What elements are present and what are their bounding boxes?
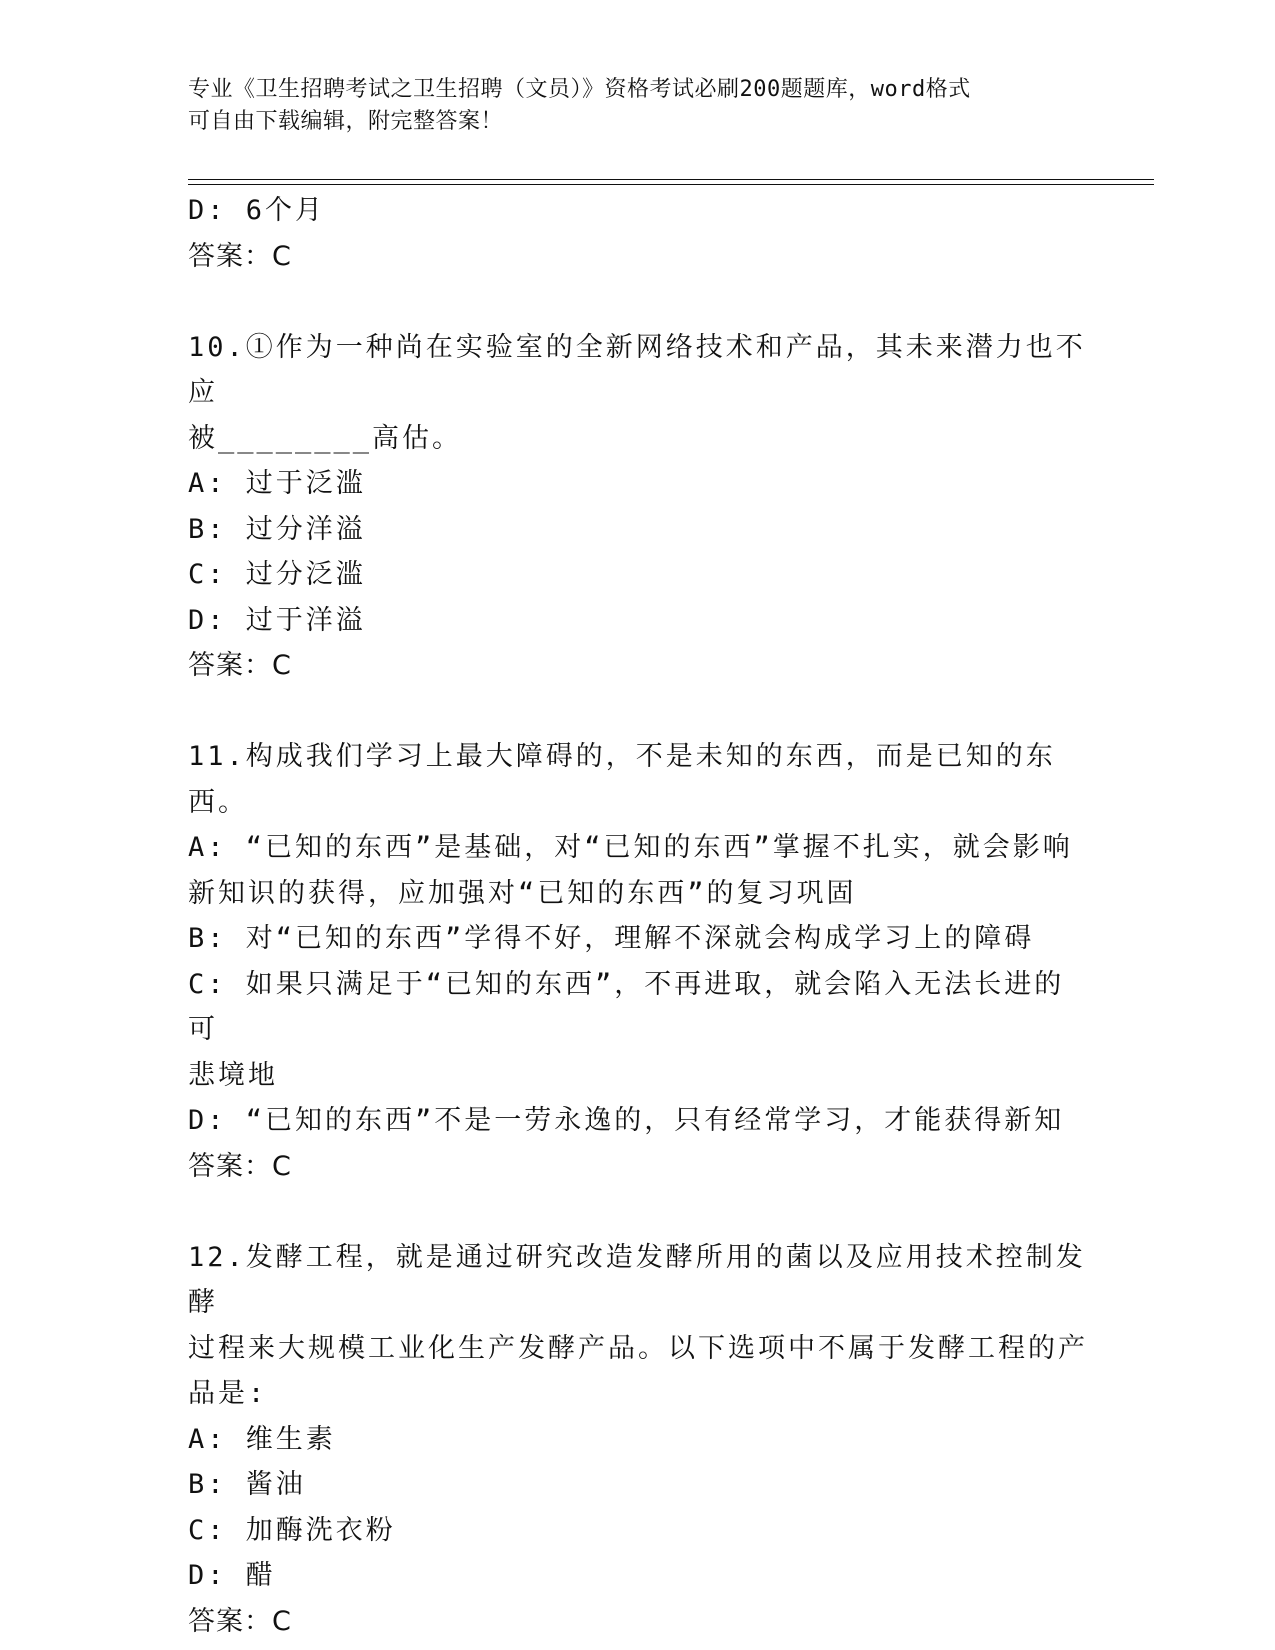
question-11 (188, 734, 1088, 1189)
document-body (188, 188, 1088, 1644)
answer: 答案：C (188, 1150, 292, 1182)
question-stem: 12.发酵工程，就是通过研究改造发酵所用的菌以及应用技术控制发酵 (188, 1241, 1086, 1318)
header-title-line-2: 可自由下载编辑，附完整答案！ (188, 109, 504, 134)
option-d: D: 醋 (188, 1560, 276, 1591)
answer: 答案：C (188, 240, 292, 272)
header-divider-bottom (188, 184, 1154, 185)
answer: 答案：C (188, 650, 292, 681)
question-stem: 10.①作为一种尚在实验室的全新网络技术和产品，其未来潜力也不应 (188, 331, 1086, 408)
option-c-continued: 悲境地 (188, 1059, 278, 1091)
option-d: D: 过于洋溢 (188, 604, 366, 636)
option-c: C: 过分泛滥 (188, 559, 366, 590)
question-9-continuation (188, 188, 1088, 279)
spacer (188, 689, 1088, 735)
question-stem: 品是: (188, 1378, 268, 1409)
question-stem: 过程来大规模工业化生产发酵产品。以下选项中不属于发酵工程的产 (188, 1332, 1088, 1364)
question-stem: 11.构成我们学习上最大障碍的，不是未知的东西，而是已知的东西。 (188, 741, 1056, 818)
question-stem: 被________高估。 (188, 422, 463, 454)
option-b: B: 对“已知的东西”学得不好，理解不深就会构成学习上的障碍 (188, 923, 1035, 954)
option-b: B: 酱油 (188, 1469, 306, 1500)
option-b: B: 过分洋溢 (188, 513, 366, 545)
option-a: A: 维生素 (188, 1423, 336, 1455)
question-10 (188, 325, 1088, 689)
option-d: D: 6个月 (188, 195, 326, 226)
option-c: C: 加酶洗衣粉 (188, 1514, 396, 1546)
option-a: A: “已知的东西”是基础，对“已知的东西”掌握不扎实，就会影响 (188, 832, 1073, 863)
spacer (188, 1189, 1088, 1235)
document-header (188, 74, 1068, 138)
option-c: C: 如果只满足于“已知的东西”，不再进取，就会陷入无法长进的可 (188, 968, 1065, 1045)
header-title-line-1: 专业《卫生招聘考试之卫生招聘（文员）》资格考试必刷200题题库，word格式 (188, 77, 971, 102)
option-a-continued: 新知识的获得，应加强对“已知的东西”的复习巩固 (188, 877, 857, 909)
question-12 (188, 1235, 1088, 1645)
option-d: D: “已知的东西”不是一劳永逸的，只有经常学习，才能获得新知 (188, 1105, 1065, 1136)
spacer (188, 279, 1088, 325)
option-a: A: 过于泛滥 (188, 468, 366, 499)
header-divider-top (188, 179, 1154, 180)
answer: 答案：C (188, 1605, 292, 1637)
